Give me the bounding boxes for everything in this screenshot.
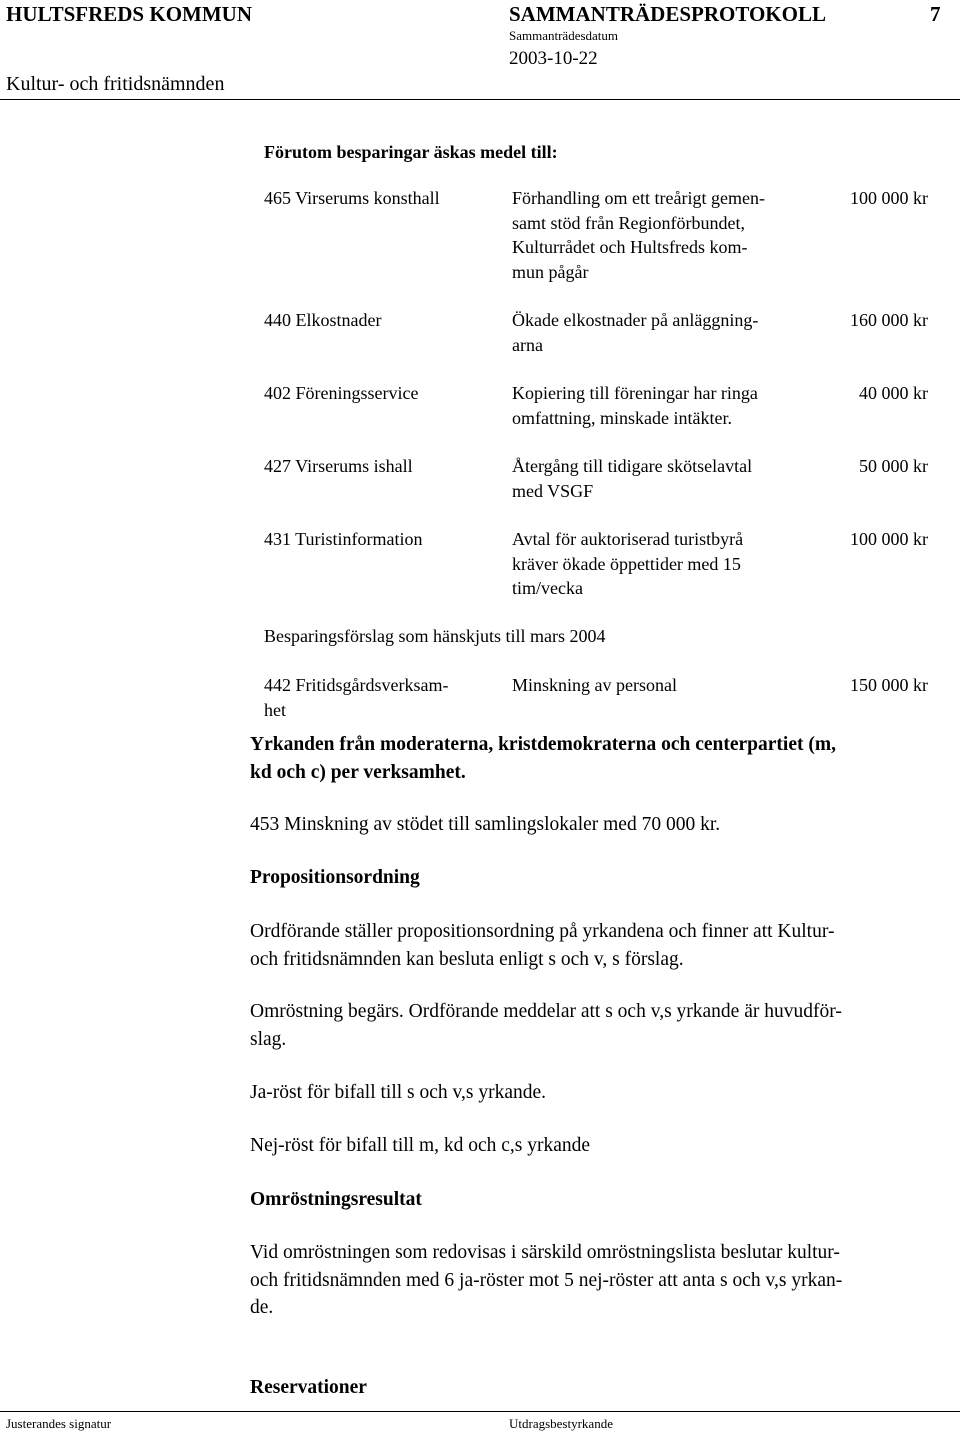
date-label: Sammanträdesdatum [509,28,619,43]
proposition-text: Ordförande ställer propositionsordning på yrkandena och finner att Kultur- och fritidsnämnden kan besluta enligt s och v, s förslag. [250,921,835,970]
deferred-item-amount: 150 000 kr [850,675,928,695]
footer-rule [0,1411,960,1412]
page-number: 7 [930,2,941,26]
vote-requested-text: Omröstning begärs. Ordförande meddelar att s och v,s yrkande är huvudför- slag. [250,1001,842,1050]
no-vote-text: Nej-röst för bifall till m, kd och c,s yrkande [250,1135,591,1156]
extract-label: Utdragsbestyrkande [509,1416,613,1431]
item-amount: 40 000 kr [859,383,928,403]
item-name: 427 Virserums ishall [264,456,413,476]
item-amount: 160 000 kr [850,310,928,330]
item-description: Ökade elkostnader på anläggning- arna [512,310,759,355]
item-name: 402 Föreningsservice [264,383,419,403]
result-heading: Omröstningsresultat [250,1189,422,1210]
municipality-name: HULTSFREDS KOMMUN [6,2,253,26]
item-amount: 100 000 kr [850,529,928,549]
deferred-item-description: Minskning av personal [512,675,677,695]
item-amount: 100 000 kr [850,188,928,208]
result-text: Vid omröstningen som redovisas i särskild omröstningslista beslutar kultur- och fritidsnämnden med 6 ja-röster mot 5 nej-röster att anta s och v,s yrkan- de. [250,1242,843,1318]
deferred-heading: Besparingsförslag som hänskjuts till mars 2004 [264,626,606,646]
meeting-date: 2003-10-22 [509,48,598,69]
item-name: 465 Virserums konsthall [264,188,440,208]
motion-heading: Yrkanden från moderaterna, kristdemokraterna och centerpartiet (m, kd och c) per verksamhet. [250,734,836,783]
item-name: 431 Turistinformation [264,529,423,549]
committee-name: Kultur- och fritidsnämnden [6,73,225,95]
document-type: SAMMANTRÄDESPROTOKOLL [509,2,826,26]
item-amount: 50 000 kr [859,456,928,476]
motion-text: 453 Minskning av stödet till samlingslokaler med 70 000 kr. [250,814,721,835]
intro-heading: Förutom besparingar äskas medel till: [264,142,558,162]
item-description: Avtal för auktoriserad turistbyrå kräver ökade öppettider med 15 tim/vecka [512,529,744,598]
item-description: Förhandling om ett treårigt gemen- samt stöd från Regionförbundet, Kulturrådet och Hultsfreds kom- mun pågår [512,188,765,282]
reservations-heading: Reservationer [250,1377,367,1398]
item-description: Kopiering till föreningar har ringa omfattning, minskade intäkter. [512,383,758,428]
yes-vote-text: Ja-röst för bifall till s och v,s yrkande. [250,1082,547,1103]
signature-label: Justerandes signatur [6,1416,112,1431]
item-description: Återgång till tidigare skötselavtal med VSGF [512,456,753,501]
header-rule [0,99,960,100]
deferred-item-name: 442 Fritidsgårdsverksam- het [264,675,449,720]
item-name: 440 Elkostnader [264,310,382,330]
proposition-heading: Propositionsordning [250,867,420,888]
